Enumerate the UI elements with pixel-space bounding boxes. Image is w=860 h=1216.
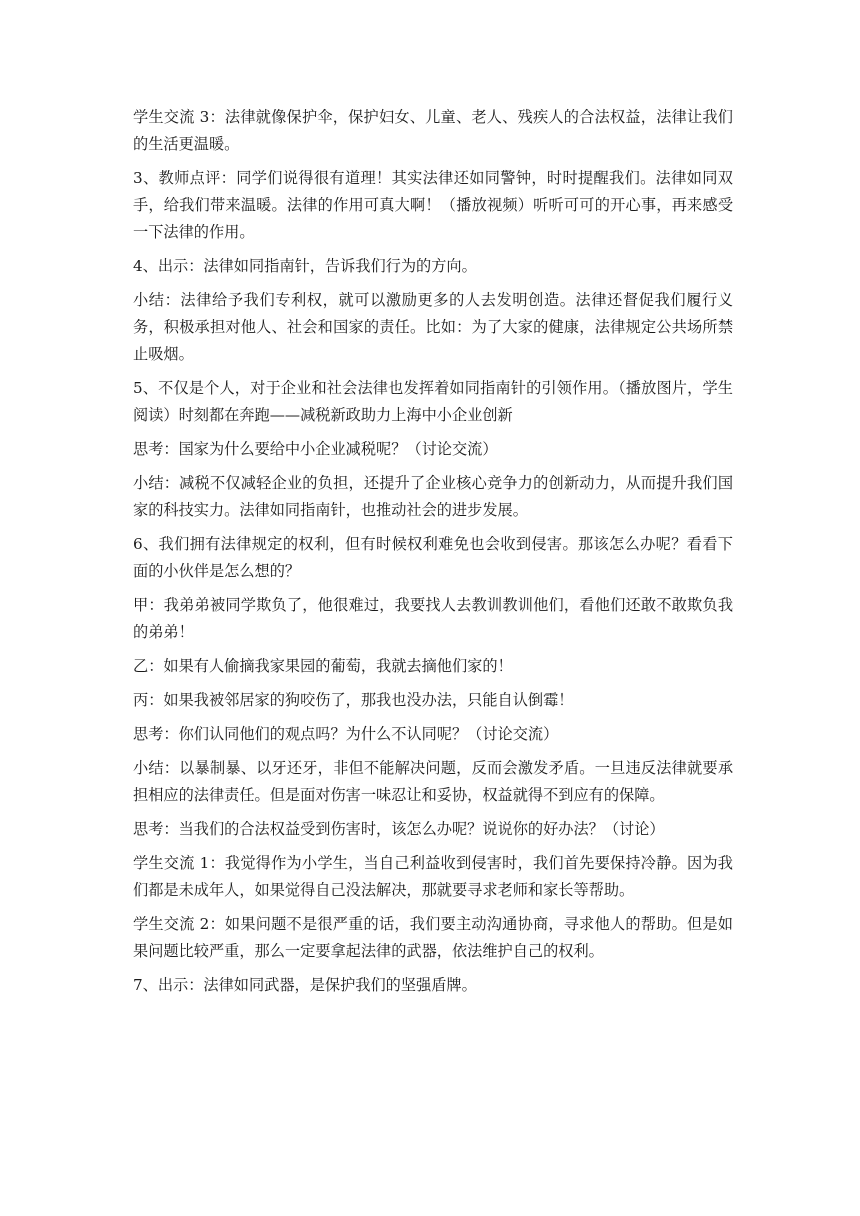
document-body bbox=[133, 104, 733, 1006]
paragraph-rights-infringed: 6、我们拥有法律规定的权利，但有时候权利难免也会收到侵害。那该怎么办呢？看看下面的小伙伴是怎么想的？ bbox=[133, 535, 733, 580]
paragraph-teacher-comment: 3、教师点评：同学们说得很有道理！其实法律还如同警钟，时时提醒我们。法律如同双手，给我们带来温暖。法律的作用可真大啊！（播放视频）听听可可的开心事，再来感受一下法律的作用。 bbox=[133, 169, 733, 241]
paragraph-summary-tax: 小结：减税不仅减轻企业的负担，还提升了企业核心竞争力的创新动力，从而提升我们国家的科技实力。法律如同指南针，也推动社会的进步发展。 bbox=[133, 474, 733, 519]
paragraph-think-methods: 思考：当我们的合法权益受到伤害时，该怎么办呢？说说你的好办法？（讨论） bbox=[133, 820, 665, 838]
paragraph-think-agree: 思考：你们认同他们的观点吗？为什么不认同呢？（讨论交流） bbox=[133, 725, 559, 743]
paragraph-summary-violence: 小结：以暴制暴、以牙还牙，非但不能解决问题，反而会激发矛盾。一旦违反法律就要承担相应的法律责任。但是面对伤害一味忍让和妥协，权益就得不到应有的保障。 bbox=[133, 759, 733, 804]
paragraph-enterprise: 5、不仅是个人，对于企业和社会法律也发挥着如同指南针的引领作用。（播放图片，学生阅读）时刻都在奔跑——减税新政助力上海中小企业创新 bbox=[133, 379, 733, 424]
paragraph-weapon-shield: 7、出示：法律如同武器，是保护我们的坚强盾牌。 bbox=[133, 976, 477, 994]
paragraph-student-exchange-3: 学生交流 3：法律就像保护伞，保护妇女、儿童、老人、残疾人的合法权益，法律让我们的生活更温暖。 bbox=[133, 108, 733, 153]
paragraph-student-exchange-1: 学生交流 1：我觉得作为小学生，当自己利益收到侵害时，我们首先要保持冷静。因为我们都是未成年人，如果觉得自己没法解决，那就要寻求老师和家长等帮助。 bbox=[133, 854, 733, 899]
paragraph-yi: 乙：如果有人偷摘我家果园的葡萄，我就去摘他们家的！ bbox=[133, 657, 513, 675]
paragraph-jia: 甲：我弟弟被同学欺负了，他很难过，我要找人去教训教训他们，看他们还敢不敢欺负我的弟弟！ bbox=[133, 596, 733, 641]
paragraph-summary-patent: 小结：法律给予我们专利权，就可以激励更多的人去发明创造。法律还督促我们履行义务，积极承担对他人、社会和国家的责任。比如：为了大家的健康，法律规定公共场所禁止吸烟。 bbox=[133, 291, 733, 363]
paragraph-think-tax: 思考：国家为什么要给中小企业减税呢？（讨论交流） bbox=[133, 440, 498, 458]
paragraph-bing: 丙：如果我被邻居家的狗咬伤了，那我也没办法，只能自认倒霉！ bbox=[133, 691, 574, 709]
paragraph-student-exchange-2: 学生交流 2：如果问题不是很严重的话，我们要主动沟通协商，寻求他人的帮助。但是如果问题比较严重，那么一定要拿起法律的武器，依法维护自己的权利。 bbox=[133, 915, 733, 960]
paragraph-compass: 4、出示：法律如同指南针，告诉我们行为的方向。 bbox=[133, 257, 477, 275]
